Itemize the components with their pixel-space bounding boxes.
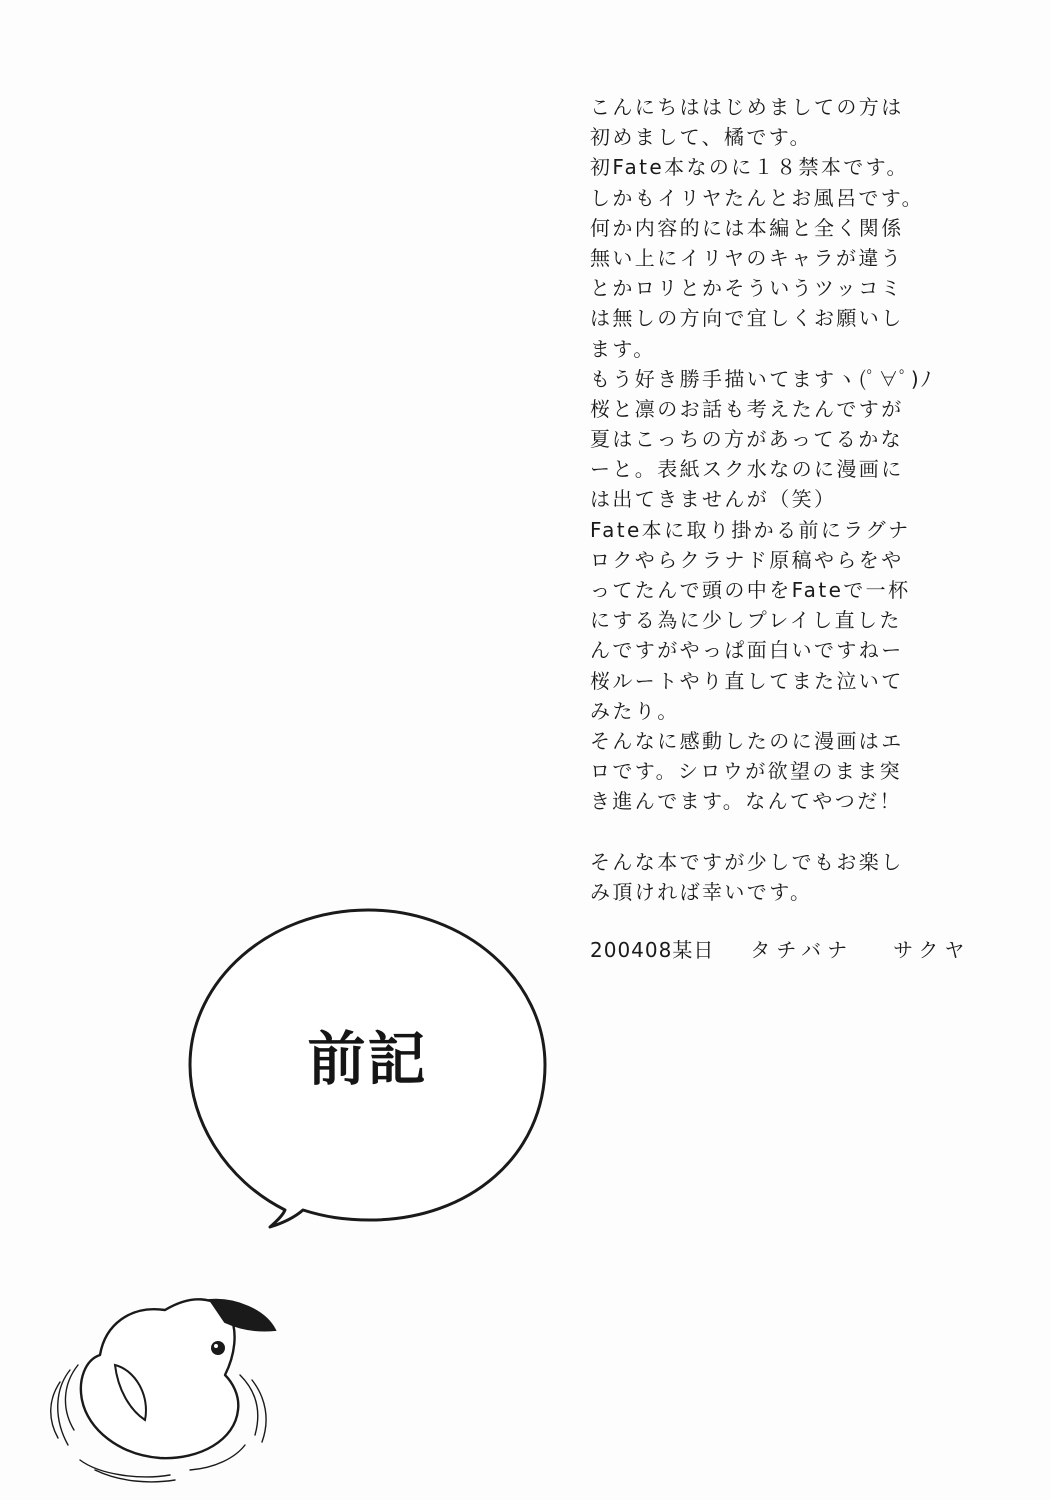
closing-line: み頂ければ幸いです。 <box>590 879 813 904</box>
afterword-line: 桜ルートやり直してまた泣いて <box>590 668 904 693</box>
afterword-line: ロです。シロウが欲望のまま突 <box>590 759 902 784</box>
afterword-line: ーと。表紙スク水なのに漫画に <box>590 457 904 482</box>
signature-name-first: タチバナ <box>750 938 854 962</box>
afterword-line: ってたんで頭の中をFateで一杯 <box>590 578 911 602</box>
afterword-line: 何か内容的には本編と全く関係 <box>590 215 904 240</box>
afterword-line: こんにちははじめましての方は <box>590 95 904 119</box>
afterword-line: んですがやっぱ面白いですねー <box>590 638 904 663</box>
signature-name-last: サクヤ <box>893 938 971 962</box>
afterword-text <box>590 92 990 907</box>
afterword-line: 桜と凛のお話も考えたんですが <box>590 396 904 421</box>
afterword-line: にする為に少しプレイし直した <box>590 608 902 633</box>
afterword-line: ます。 <box>590 336 656 361</box>
afterword-line: は出てきませんが（笑） <box>590 487 837 512</box>
signature-date: 200408某日 <box>590 938 715 962</box>
afterword-line: ロクやらクラナド原稿やらをや <box>590 547 904 572</box>
afterword-line: は無しの方向で宜しくお願いし <box>590 306 904 331</box>
duck-mascot-icon <box>40 1270 320 1490</box>
afterword-line: 初めまして、橘です。 <box>590 125 812 150</box>
afterword-line: Fate本に取り掛かる前にラグナ <box>590 517 911 542</box>
afterword-line: とかロリとかそういうツッコミ <box>590 276 903 301</box>
afterword-line: みたり。 <box>590 698 680 723</box>
duck-body <box>81 1299 238 1458</box>
bubble-title: 前記 <box>307 1025 428 1093</box>
afterword-line: もう好き勝手描いてますヽ(ﾟ∀ﾟ)ﾉ <box>590 366 934 391</box>
afterword-line: 初Fate本なのに１８禁本です。 <box>590 155 909 180</box>
afterword-line: 夏はこっちの方があってるかな <box>590 427 903 452</box>
duck-eye <box>211 1341 225 1355</box>
afterword-line: 無い上にイリヤのキャラが違う <box>590 245 904 270</box>
paragraph-gap <box>590 817 990 847</box>
afterword-line: き進んでます。なんてやつだ！ <box>590 789 902 814</box>
signature <box>590 934 970 963</box>
afterword-line: そんなに感動したのに漫画はエ <box>590 728 904 753</box>
duck-eye-highlight <box>214 1344 218 1348</box>
afterword-line: しかもイリヤたんとお風呂です。 <box>590 185 924 210</box>
closing-line: そんな本ですが少しでもお楽し <box>590 849 904 874</box>
